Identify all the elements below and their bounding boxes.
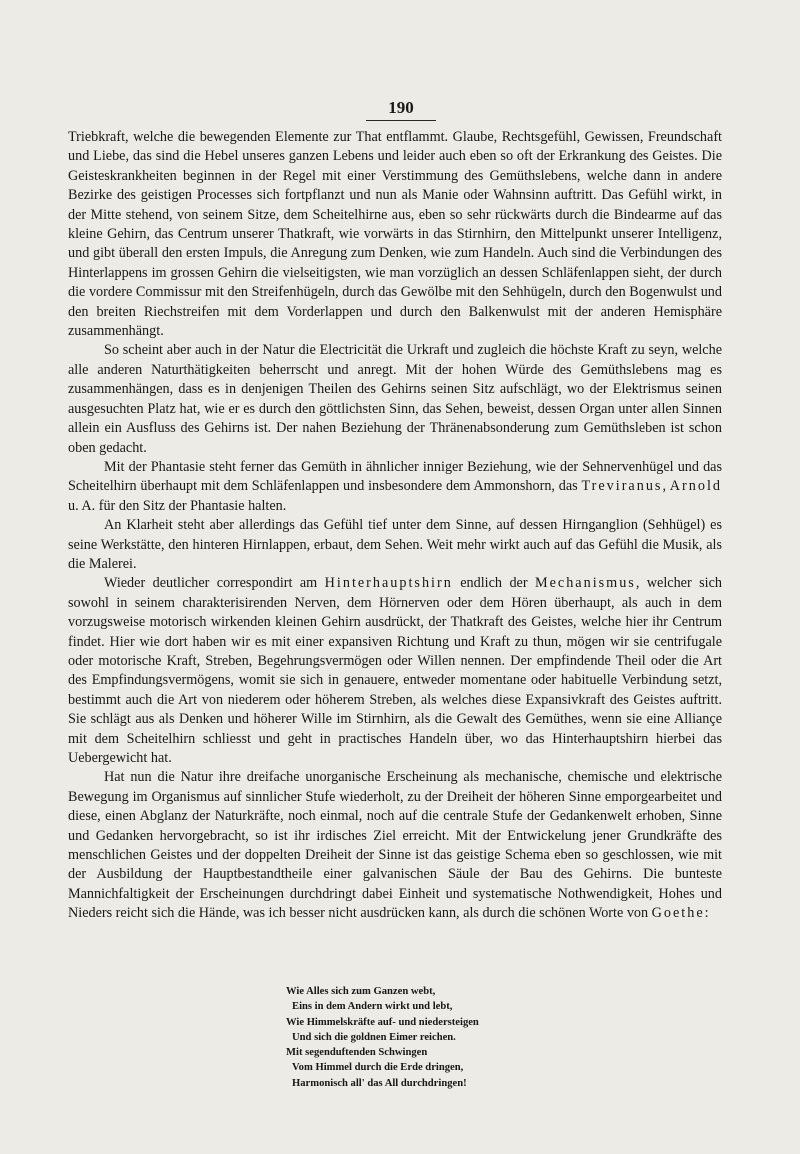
paragraph <box>68 768 722 923</box>
text-run: endlich der <box>452 575 535 592</box>
paragraph <box>68 128 722 341</box>
paragraph <box>68 516 722 574</box>
page-number: 190 <box>366 98 436 121</box>
goethe-poem <box>286 984 646 1091</box>
paragraph <box>68 341 722 457</box>
text-run: Hat nun die Natur ihre dreifache unorganische Erscheinung als mechanische, chemische und elektrische Bewegung im Organismus auf sinnlicher Stufe wiederholt, zu der Dreiheit der höheren Sinne emporgearbeitet und diese, einen Abglanz der Naturkräfte, noch einmal, noch auf die centrale Stufe der Gedankenwelt erhoben, Sinne und Gedanken hervorgebracht, so ist ihr irdisches Ziel erreicht. Mit der Entwickelung jener Grundkräfte des menschlichen Geistes und der doppelten Dreiheit der Sinne ist das geistige Schema eben so geschlossen, wie mit der Ausbildung der Hauptbestandtheile einer galvanischen Säule der Bau des Gehirns. Die bunteste Mannichfaltigkeit der Erscheinungen durchdringt dabei Einheit und systematische Nothwendigkeit, Hohes und Nieders reicht sich die Hände, was ich besser nicht ausdrücken kann, als durch die schönen Worte von <box>68 769 722 922</box>
text-run: An Klarheit steht aber allerdings das Gefühl tief unter dem Sinne, auf dessen Hirnganglion (Sehhügel) es seine Werkstätte, den hinteren Hirnlappen, erbaut, dem Sehen. Weit mehr wirkt auch auf das Gefühl die Musik, als die Malerei. <box>68 517 722 572</box>
spaced-name: Arnold <box>669 478 722 495</box>
poem-line: Wie Himmelskräfte auf- und niedersteigen <box>286 1016 479 1028</box>
text-run: u. A. für den Sitz der Phantasie halten. <box>68 497 287 514</box>
spaced-name: Mechanismus <box>535 575 636 592</box>
poem-line: Und sich die goldnen Eimer reichen. <box>292 1031 456 1043</box>
poem-line: Vom Himmel durch die Erde dringen, <box>292 1062 464 1074</box>
poem-line: Mit segenduftenden Schwingen <box>286 1047 428 1059</box>
poem-line: Harmonisch all' das All durchdringen! <box>292 1077 467 1089</box>
body-text <box>68 128 722 924</box>
text-run: Mit der Phantasie steht ferner das Gemüth in ähnlicher inniger Beziehung, wie der Sehnervenhügel und das Scheitelhirn überhaupt mit dem Schläfenlappen und insbesondere dem Ammonshorn, das <box>68 458 722 495</box>
poem-line: Wie Alles sich zum Ganzen webt, <box>286 986 436 997</box>
poem-line: Eins in dem Andern wirkt und lebt, <box>292 1001 453 1013</box>
text-run: , welcher sich sowohl in seinem charakterisirenden Nerven, dem Hörnerven oder dem Hören überhaupt, als auch in dem vorzugsweise motorisch wirkenden kleinen Gehirn ausdrückt, der Thatkraft des Geistes, welche hier ihr Centrum findet. Hier wie dort haben wir es mit einer expansiven Richtung und Kraft zu thun, mögen wir sie centrifugale oder motorische Kraft, Streben, Begehrungsvermögen oder Willen nennen. Der empfindende Theil oder die Art des Empfindungsvermögens, womit sie sich in genauere, entweder momentane oder habituelle Verbindung setzt, bestimmt auch die Art von niederem oder höherem Streben, als welches diese Expansivkraft des Geistes auftritt. Sie schlägt aus als Denken und höherer Wille im Stirnhirn, als die Gewalt des Gemüthes, wenn sie eine Alliançe mit dem Scheitelhirn schliesst und geht in practisches Handeln über, wo das Hinterhauptshirn hierbei das Uebergewicht hat. <box>68 575 722 766</box>
paragraph <box>68 574 722 768</box>
text-run: , <box>662 478 670 495</box>
spaced-name: Hinterhauptshirn <box>324 575 453 592</box>
paragraph <box>68 458 722 516</box>
text-run: : <box>704 905 709 922</box>
text-run: Wieder deutlicher correspondirt am <box>104 575 325 592</box>
text-run: So scheint aber auch in der Natur die Electricität die Urkraft und zugleich die höchste Kraft zu seyn, welche alle anderen Naturthätigkeiten beherrscht und anregt. Mit der hohen Würde des Gemüthslebens mag es zusammenhängen, dass es in denjenigen Theilen des Gehirns seinen Sitz aufschlägt, wo der Elektrismus seinen ausgesuchten Platz hat, wie er es durch den göttlichsten Sinn, das Sehen, beweist, dessen Organ unter allen Sinnen allein ein Ausfluss des Gehirns ist. Der nahen Beziehung der Thränenabsonderung zum Gemüthsleben ist schon oben gedacht. <box>68 342 722 456</box>
spaced-name: Goethe <box>651 905 705 922</box>
text-run: Triebkraft, welche die bewegenden Elemente zur That entflammt. Glaube, Rechtsgefühl, Gewissen, Freundschaft und Liebe, das sind die Hebel unseres ganzen Lebens und leider auch eben so oft der Erkrankung des Geistes. Die Geisteskrankheiten beginnen in der Regel mit einer Verstimmung des Gemüthslebens, welche dann in andere Bezirke des geistigen Processes sich fortpflanzt und nun als Manie oder Wahnsinn auftritt. Das Gefühl wirkt, in der Mitte stehend, von seinem Sitze, dem Scheitelhirne aus, eben so sehr rückwärts durch die Bindearme auf das kleine Gehirn, das Centrum unserer Thatkraft, wie vorwärts in das Stirnhirn, den Mittelpunkt unserer Intelligenz, und gibt überall den ersten Impuls, die Anregung zum Denken, wie zum Handeln. Auch sind die Verbindungen des Hinterlappens im grossen Gehirn die vielseitigsten, wie man vorzüglich an dessen Schläfenlappen sieht, der durch die vordere Commissur mit den Streifenhügeln, durch das Gewölbe mit den Sehhügeln, durch den Bogenwulst und den breiten Riechstreifen mit dem Vorderlappen und durch den Balkenwulst mit der anderen Hemisphäre zusammenhängt. <box>68 129 722 340</box>
spaced-name: Treviranus <box>581 478 663 495</box>
